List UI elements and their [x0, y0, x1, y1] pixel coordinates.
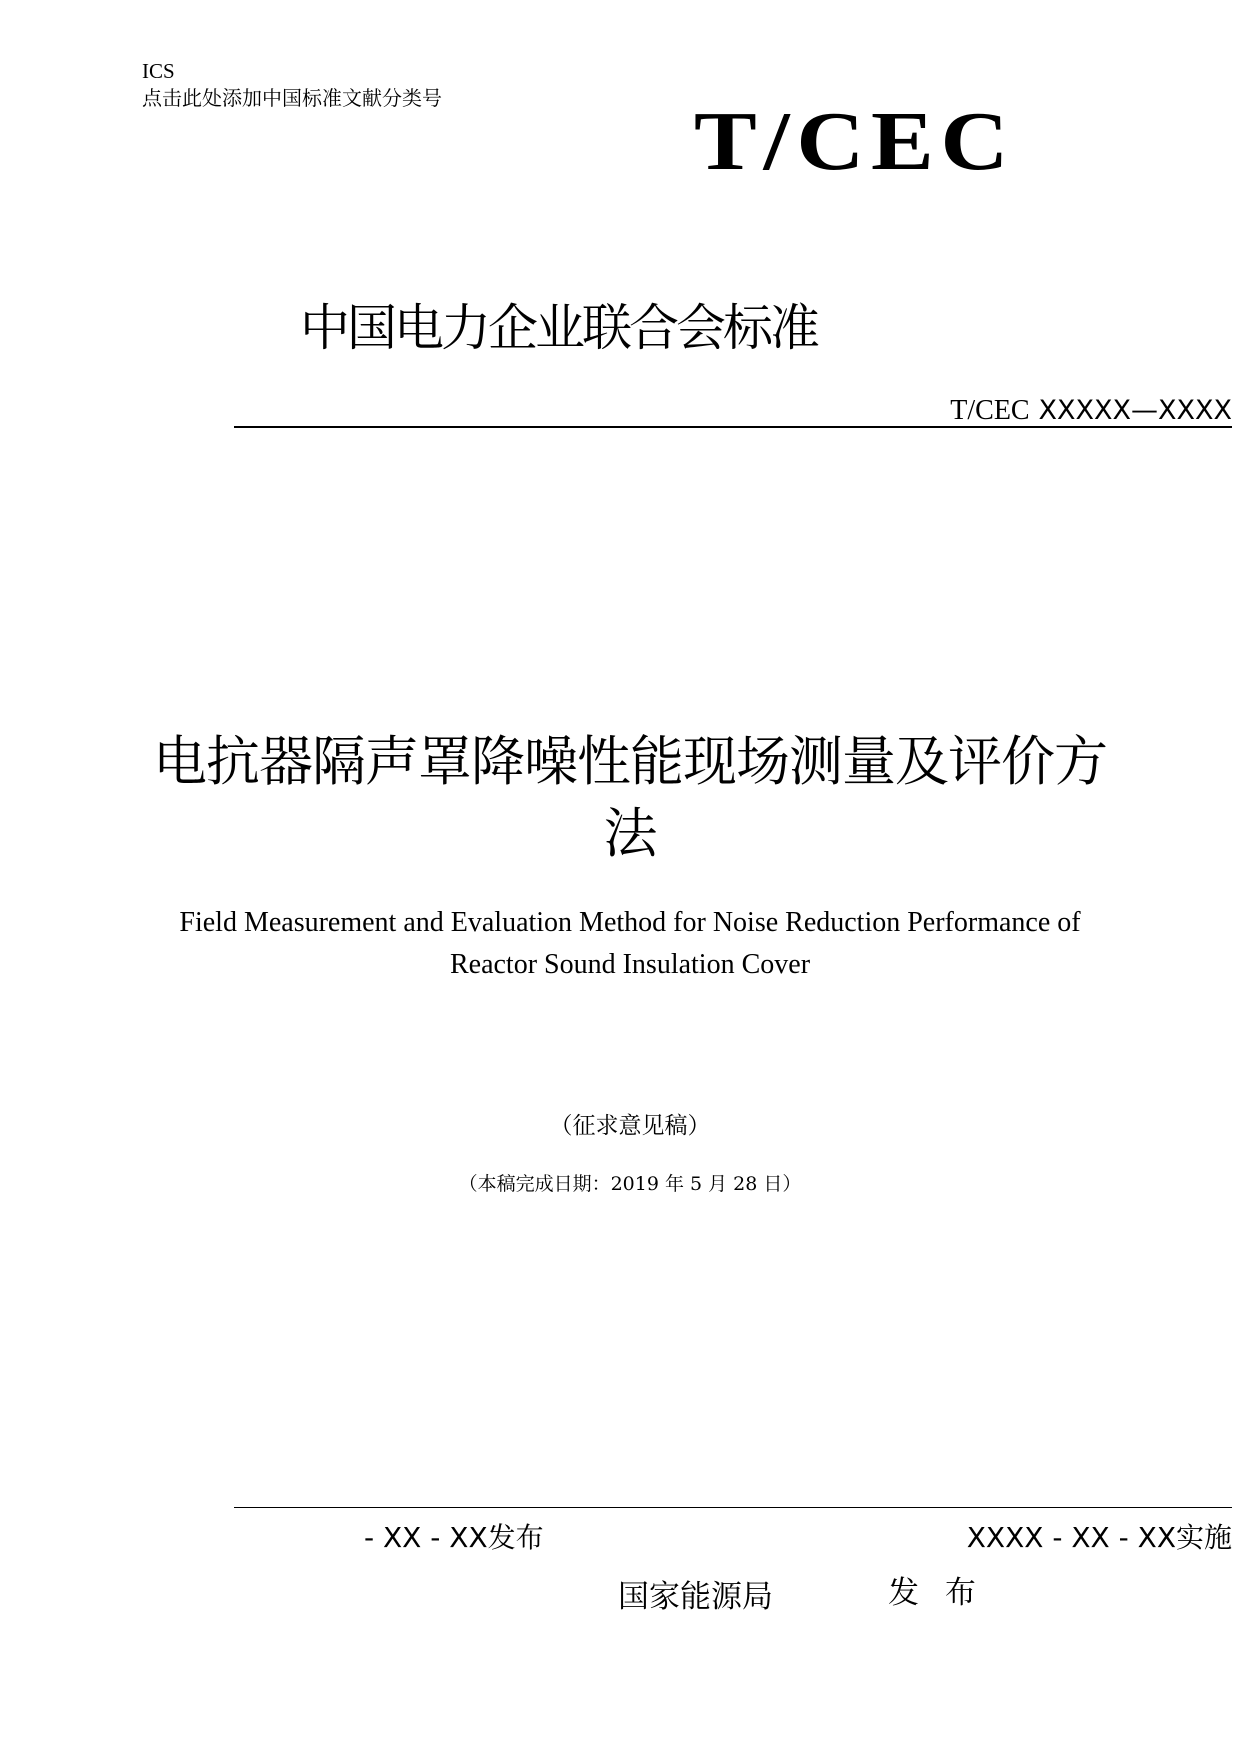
draft-status: （征求意见稿）: [549, 1113, 711, 1139]
implementation-date: XXXX - XX - XX实施: [966, 1521, 1232, 1554]
chinese-title-line-2: 法: [603, 802, 657, 865]
organization-name: 中国电力企业联合会标准: [300, 299, 817, 357]
footer-divider: [234, 1507, 1232, 1508]
standard-number-prefix: T/CEC: [950, 395, 1030, 426]
standard-number-value: XXXXX—XXXX: [1038, 395, 1232, 426]
english-title: [0, 902, 1240, 986]
standard-number: [950, 392, 1232, 429]
issuer-name: 国家能源局: [618, 1579, 773, 1615]
header-divider: [234, 426, 1232, 428]
ics-label: ICS: [142, 59, 175, 83]
chinese-title: [0, 726, 1240, 870]
publish-label: 发 布: [888, 1575, 984, 1611]
classification-placeholder[interactable]: 点击此处添加中国标准文献分类号: [142, 86, 442, 110]
release-date: - XX - XX发布: [364, 1521, 544, 1554]
english-title-line-1: Field Measurement and Evaluation Method for Noise Reduction Performance of: [179, 907, 1081, 938]
completion-date: （本稿完成日期：2019 年 5 月 28 日）: [458, 1173, 802, 1195]
english-title-line-2: Reactor Sound Insulation Cover: [449, 949, 811, 980]
chinese-title-line-1: 电抗器隔声罩降噪性能现场测量及评价方: [153, 730, 1107, 793]
tcec-logo: T/CEC: [694, 95, 1016, 188]
